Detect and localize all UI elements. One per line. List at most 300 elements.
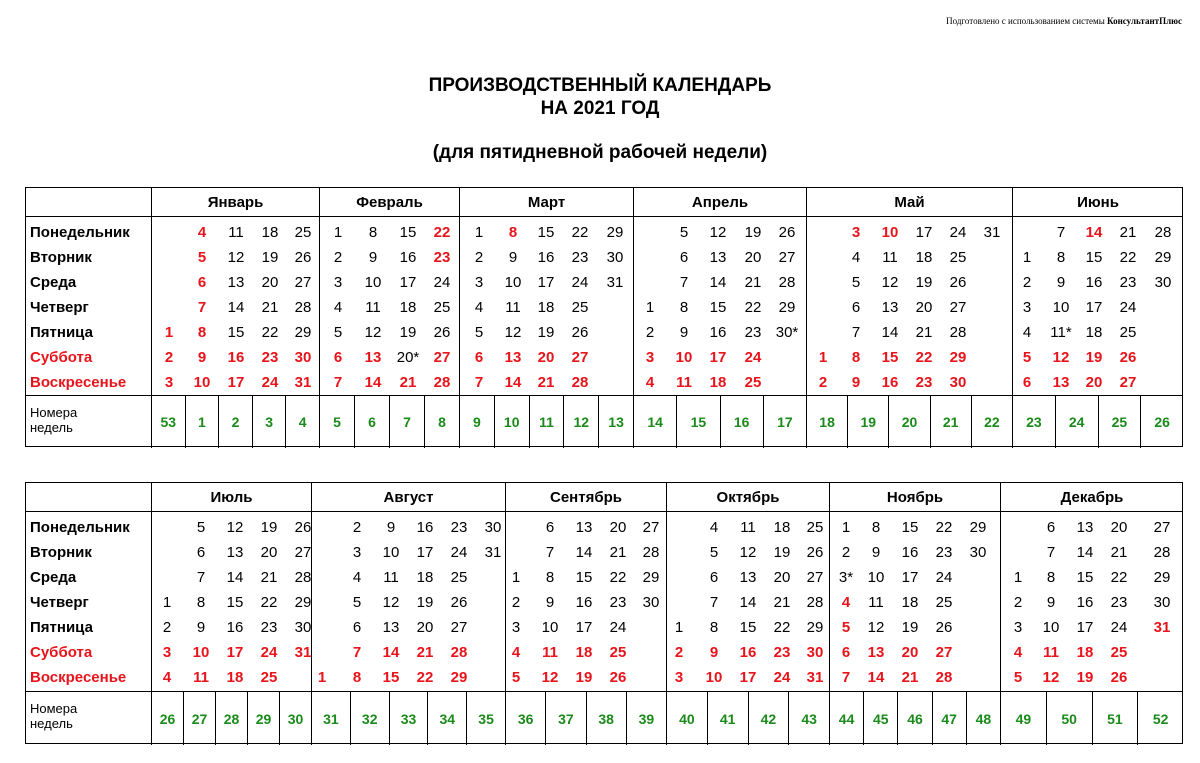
- day-cell: 22: [609, 569, 627, 586]
- weekday-label: Вторник: [30, 544, 92, 561]
- weekday-label: Суббота: [30, 349, 93, 366]
- day-cell: 26: [609, 669, 627, 686]
- day-cell: 30: [606, 249, 624, 266]
- day-cell: 11: [542, 644, 558, 661]
- week-number: 7: [389, 396, 424, 448]
- day-cell: 2: [511, 594, 521, 611]
- day-cell: 16: [1076, 594, 1094, 611]
- day-cell: 26: [1110, 669, 1128, 686]
- day-cell: 16: [537, 249, 555, 266]
- week-number: 26: [1140, 396, 1183, 448]
- month-title: Декабрь: [1000, 483, 1183, 511]
- week-numbers-label-line: недель: [30, 716, 73, 731]
- day-cell: 15: [1076, 569, 1094, 586]
- week-number: 41: [707, 692, 748, 745]
- day-cell: 30: [1154, 274, 1172, 291]
- page-title: ПРОИЗВОДСТВЕННЫЙ КАЛЕНДАРЬ: [428, 75, 772, 96]
- day-cell: 15: [575, 569, 593, 586]
- week-number: 6: [354, 396, 389, 448]
- month-title: Октябрь: [666, 483, 829, 511]
- day-cell: 24: [744, 349, 762, 366]
- day-cell: 25: [1119, 324, 1137, 341]
- day-cell: 15: [399, 224, 417, 241]
- day-cell: 27: [294, 274, 312, 291]
- day-cell: 16: [226, 619, 244, 636]
- day-cell: 28: [935, 669, 953, 686]
- day-cell: 14: [504, 374, 522, 391]
- day-cell: 5: [709, 544, 719, 561]
- week-numbers-label-line: недель: [30, 420, 73, 435]
- day-cell: 8: [545, 569, 555, 586]
- day-cell: 14: [709, 274, 727, 291]
- source-note: [946, 16, 1182, 26]
- day-cell: 18: [575, 644, 593, 661]
- day-cell: 5: [196, 519, 206, 536]
- day-cell: 8: [352, 669, 362, 686]
- day-cell: 20: [744, 249, 762, 266]
- week-number: 40: [666, 692, 707, 745]
- day-cell: 19: [1076, 669, 1094, 686]
- week-number: 30: [279, 692, 311, 745]
- day-cell: 6: [545, 519, 555, 536]
- calendar-second-half: [25, 482, 1183, 744]
- day-cell: 22: [571, 224, 589, 241]
- day-cell: 4: [841, 594, 851, 611]
- day-cell: 4: [511, 644, 521, 661]
- day-cell: 8: [1046, 569, 1056, 586]
- day-cell: 7: [709, 594, 719, 611]
- weekday-label: Воскресенье: [30, 669, 127, 686]
- day-cell: 9: [1046, 594, 1056, 611]
- day-cell: 19: [744, 224, 762, 241]
- day-cell: 27: [1153, 519, 1171, 536]
- day-cell: 25: [935, 594, 953, 611]
- day-cell: 28: [433, 374, 451, 391]
- day-cell: 3: [333, 274, 343, 291]
- day-cell: 28: [949, 324, 967, 341]
- day-cell: 26: [433, 324, 451, 341]
- day-cell: 1: [1022, 249, 1032, 266]
- day-cell: 2: [1022, 274, 1032, 291]
- day-cell: 10: [867, 569, 885, 586]
- day-cell: 7: [679, 274, 689, 291]
- day-cell: 25: [294, 224, 312, 241]
- day-cell: 9: [851, 374, 861, 391]
- day-cell: 21: [744, 274, 762, 291]
- day-cell: 3*: [838, 569, 854, 586]
- day-cell: 17: [537, 274, 555, 291]
- day-cell: 30: [949, 374, 967, 391]
- day-cell: 29: [949, 349, 967, 366]
- day-cell: 26: [571, 324, 589, 341]
- week-number: 10: [494, 396, 529, 448]
- day-cell: 2: [841, 544, 851, 561]
- day-cell: 17: [901, 569, 919, 586]
- day-cell: 14: [867, 669, 885, 686]
- day-cell: 21: [1119, 224, 1137, 241]
- day-cell: 30: [969, 544, 987, 561]
- day-cell: 23: [915, 374, 933, 391]
- day-cell: 22: [935, 519, 953, 536]
- week-number: 31: [311, 692, 350, 745]
- day-cell: 13: [709, 249, 727, 266]
- day-cell: 28: [806, 594, 824, 611]
- day-cell: 6: [841, 644, 851, 661]
- day-cell: 19: [399, 324, 417, 341]
- day-cell: 14: [227, 299, 245, 316]
- day-cell: 21: [416, 644, 434, 661]
- day-cell: 10: [364, 274, 382, 291]
- day-cell: 19: [416, 594, 434, 611]
- day-cell: 7: [1056, 224, 1066, 241]
- day-cell: 24: [773, 669, 791, 686]
- day-cell: 20: [261, 274, 279, 291]
- month-divider: [319, 188, 320, 395]
- day-cell: 10: [705, 669, 723, 686]
- day-cell: 13: [382, 619, 400, 636]
- day-cell: 3: [851, 224, 861, 241]
- day-cell: 25: [744, 374, 762, 391]
- day-cell: 24: [260, 644, 278, 661]
- day-cell: 2: [474, 249, 484, 266]
- day-cell: 12: [881, 274, 899, 291]
- weekday-label: Вторник: [30, 249, 92, 266]
- day-cell: 7: [196, 569, 206, 586]
- day-cell: 13: [867, 644, 885, 661]
- day-cell: 15: [382, 669, 400, 686]
- week-number: 45: [863, 692, 897, 745]
- day-cell: 2: [352, 519, 362, 536]
- week-number: 53: [151, 396, 185, 448]
- day-cell: 27: [806, 569, 824, 586]
- day-cell: 16: [399, 249, 417, 266]
- day-cell: 24: [450, 544, 468, 561]
- day-cell: 14: [1085, 224, 1103, 241]
- day-cell: 15: [739, 619, 757, 636]
- day-cell: 31: [294, 644, 312, 661]
- day-cell: 21: [773, 594, 791, 611]
- day-cell: 6: [352, 619, 362, 636]
- day-cell: 6: [197, 274, 207, 291]
- day-cell: 9: [508, 249, 518, 266]
- month-title: Май: [806, 188, 1012, 216]
- day-cell: 5: [851, 274, 861, 291]
- day-cell: 2: [333, 249, 343, 266]
- day-cell: 1: [818, 349, 828, 366]
- day-cell: 22: [1110, 569, 1128, 586]
- day-cell: 19: [915, 274, 933, 291]
- day-cell: 12: [541, 669, 559, 686]
- day-cell: 14: [881, 324, 899, 341]
- day-cell: 29: [294, 594, 312, 611]
- day-cell: 15: [227, 324, 245, 341]
- week-number: 13: [598, 396, 633, 448]
- weekday-label: Понедельник: [30, 519, 130, 536]
- day-cell: 15: [1085, 249, 1103, 266]
- day-cell: 18: [1076, 644, 1094, 661]
- day-cell: 15: [537, 224, 555, 241]
- week-number: 51: [1092, 692, 1138, 745]
- week-number: 28: [215, 692, 247, 745]
- day-cell: 16: [416, 519, 434, 536]
- day-cell: 8: [679, 299, 689, 316]
- day-cell: 27: [778, 249, 796, 266]
- day-cell: 5: [511, 669, 521, 686]
- day-cell: 29: [294, 324, 312, 341]
- day-cell: 14: [739, 594, 757, 611]
- day-cell: 13: [881, 299, 899, 316]
- day-cell: 22: [744, 299, 762, 316]
- week-number: 39: [626, 692, 666, 745]
- day-cell: 16: [901, 544, 919, 561]
- day-cell: 25: [433, 299, 451, 316]
- day-cell: 28: [1154, 224, 1172, 241]
- day-cell: 19: [773, 544, 791, 561]
- month-header-row: [26, 188, 1182, 217]
- week-numbers-label: [30, 701, 77, 731]
- week-number: 44: [829, 692, 863, 745]
- day-cell: 10: [193, 374, 211, 391]
- day-cell: 30: [294, 619, 312, 636]
- day-cell: 8: [709, 619, 719, 636]
- day-cell: 18: [901, 594, 919, 611]
- day-cell: 23: [1110, 594, 1128, 611]
- day-cell: 3: [511, 619, 521, 636]
- day-cell: 14: [226, 569, 244, 586]
- week-number: 4: [285, 396, 319, 448]
- day-cell: 19: [1085, 349, 1103, 366]
- day-cell: 19: [575, 669, 593, 686]
- day-cell: 30: [806, 644, 824, 661]
- day-cell: 7: [851, 324, 861, 341]
- day-cell: 31: [1153, 619, 1171, 636]
- weekday-label: Среда: [30, 569, 77, 586]
- day-cell: 9: [386, 519, 396, 536]
- day-cell: 6: [333, 349, 343, 366]
- day-cell: 17: [915, 224, 933, 241]
- day-cell: 3: [164, 374, 174, 391]
- day-cell: 29: [1154, 249, 1172, 266]
- day-cell: 29: [778, 299, 796, 316]
- day-cell: 11: [740, 519, 756, 536]
- day-cell: 26: [806, 544, 824, 561]
- day-cell: 4: [851, 249, 861, 266]
- day-cell: 31: [484, 544, 502, 561]
- day-cell: 9: [871, 544, 881, 561]
- day-cell: 7: [474, 374, 484, 391]
- week-number: 17: [763, 396, 806, 448]
- day-cell: 8: [871, 519, 881, 536]
- day-cell: 6: [474, 349, 484, 366]
- day-cell: 10: [1052, 299, 1070, 316]
- day-cell: 24: [949, 224, 967, 241]
- week-number: 29: [247, 692, 279, 745]
- week-number: 48: [966, 692, 1000, 745]
- day-cell: 11*: [1050, 324, 1072, 341]
- day-cell: 27: [450, 619, 468, 636]
- month-title: Апрель: [633, 188, 806, 216]
- day-cell: 28: [778, 274, 796, 291]
- day-cell: 21: [261, 299, 279, 316]
- week-number: 8: [424, 396, 459, 448]
- day-cell: 8: [197, 324, 207, 341]
- day-cell: 2: [1013, 594, 1023, 611]
- week-number: 19: [847, 396, 888, 448]
- day-cell: 10: [504, 274, 522, 291]
- day-cell: 6: [1022, 374, 1032, 391]
- day-cell: 17: [1085, 299, 1103, 316]
- day-cell: 13: [364, 349, 382, 366]
- day-cell: 21: [260, 569, 278, 586]
- day-cell: 22: [915, 349, 933, 366]
- day-cell: 11: [882, 249, 898, 266]
- day-cell: 10: [541, 619, 559, 636]
- day-cell: 28: [1153, 544, 1171, 561]
- day-cell: 11: [868, 594, 884, 611]
- day-cell: 29: [450, 669, 468, 686]
- week-number: 43: [788, 692, 829, 745]
- day-cell: 2: [164, 349, 174, 366]
- day-cell: 20*: [396, 349, 420, 366]
- day-cell: 21: [609, 544, 627, 561]
- day-cell: 31: [294, 374, 312, 391]
- month-divider: [459, 188, 460, 395]
- day-cell: 17: [575, 619, 593, 636]
- day-cell: 14: [364, 374, 382, 391]
- day-cell: 12: [227, 249, 245, 266]
- day-cell: 1: [162, 594, 172, 611]
- day-cell: 3: [352, 544, 362, 561]
- day-cell: 13: [1052, 374, 1070, 391]
- week-numbers-label-line: Номера: [30, 701, 78, 716]
- day-cell: 6: [196, 544, 206, 561]
- day-cell: 25: [571, 299, 589, 316]
- day-cell: 22: [260, 594, 278, 611]
- week-number: 33: [389, 692, 428, 745]
- source-brand: КонсультантПлюс: [1107, 16, 1182, 26]
- week-number: 20: [888, 396, 929, 448]
- day-cell: 17: [226, 644, 244, 661]
- day-cell: 18: [915, 249, 933, 266]
- day-cell: 5: [1013, 669, 1023, 686]
- week-number: 16: [720, 396, 763, 448]
- day-cell: 23: [609, 594, 627, 611]
- week-number: 9: [459, 396, 494, 448]
- day-cell: 3: [674, 669, 684, 686]
- day-cell: 5: [679, 224, 689, 241]
- day-cell: 9: [709, 644, 719, 661]
- day-cell: 15: [226, 594, 244, 611]
- day-cell: 30: [642, 594, 660, 611]
- day-cell: 25: [450, 569, 468, 586]
- day-cell: 3: [645, 349, 655, 366]
- week-number: 12: [563, 396, 598, 448]
- month-title: Сентябрь: [505, 483, 666, 511]
- day-cell: 26: [935, 619, 953, 636]
- day-cell: 29: [1153, 569, 1171, 586]
- day-cell: 25: [949, 249, 967, 266]
- day-cell: 1: [674, 619, 684, 636]
- day-cell: 10: [675, 349, 693, 366]
- week-number: 23: [1012, 396, 1055, 448]
- day-cell: 3: [1013, 619, 1023, 636]
- day-cell: 20: [609, 519, 627, 536]
- week-number: 18: [806, 396, 847, 448]
- calendar-first-half: [25, 187, 1183, 447]
- day-cell: 7: [841, 669, 851, 686]
- day-cell: 30: [294, 349, 312, 366]
- week-number: 38: [586, 692, 626, 745]
- week-number: 47: [932, 692, 966, 745]
- day-cell: 26: [1119, 349, 1137, 366]
- day-cell: 10: [192, 644, 210, 661]
- day-cell: 11: [228, 224, 244, 241]
- day-cell: 12: [709, 224, 727, 241]
- day-cell: 25: [260, 669, 278, 686]
- day-cell: 12: [1042, 669, 1060, 686]
- day-cell: 22: [433, 224, 451, 241]
- day-cell: 9: [545, 594, 555, 611]
- day-cell: 3: [1022, 299, 1032, 316]
- day-cell: 9: [196, 619, 206, 636]
- day-cell: 13: [504, 349, 522, 366]
- day-cell: 29: [806, 619, 824, 636]
- page-title-year: НА 2021 ГОД: [540, 98, 660, 119]
- day-cell: 6: [679, 249, 689, 266]
- day-cell: 24: [261, 374, 279, 391]
- day-cell: 20: [416, 619, 434, 636]
- day-cell: 4: [709, 519, 719, 536]
- month-title: Ноябрь: [829, 483, 1000, 511]
- day-cell: 17: [739, 669, 757, 686]
- day-cell: 18: [226, 669, 244, 686]
- day-cell: 11: [193, 669, 209, 686]
- month-title: Март: [459, 188, 633, 216]
- day-cell: 26: [294, 249, 312, 266]
- weekday-label: Суббота: [30, 644, 93, 661]
- day-cell: 12: [382, 594, 400, 611]
- week-numbers-row: [26, 691, 1182, 745]
- day-cell: 1: [164, 324, 174, 341]
- day-cell: 8: [851, 349, 861, 366]
- month-title: Февраль: [319, 188, 459, 216]
- day-cell: 9: [197, 349, 207, 366]
- day-cell: 12: [739, 544, 757, 561]
- week-number: 35: [466, 692, 505, 745]
- week-numbers-row: [26, 395, 1182, 448]
- weekday-label: Четверг: [30, 299, 89, 316]
- week-number: 50: [1046, 692, 1092, 745]
- source-text: Подготовлено с использованием системы: [946, 16, 1105, 26]
- day-cell: 4: [1022, 324, 1032, 341]
- day-cell: 4: [197, 224, 207, 241]
- day-cell: 17: [227, 374, 245, 391]
- day-cell: 30: [484, 519, 502, 536]
- day-cell: 24: [1119, 299, 1137, 316]
- month-divider: [311, 483, 312, 691]
- day-cell: 4: [645, 374, 655, 391]
- day-cell: 21: [901, 669, 919, 686]
- weekday-label: Среда: [30, 274, 77, 291]
- day-cell: 1: [841, 519, 851, 536]
- day-cell: 4: [1013, 644, 1023, 661]
- day-cell: 5: [197, 249, 207, 266]
- weekday-label: Понедельник: [30, 224, 130, 241]
- day-cell: 7: [197, 299, 207, 316]
- day-cell: 16: [709, 324, 727, 341]
- day-cell: 12: [364, 324, 382, 341]
- day-cell: 23: [571, 249, 589, 266]
